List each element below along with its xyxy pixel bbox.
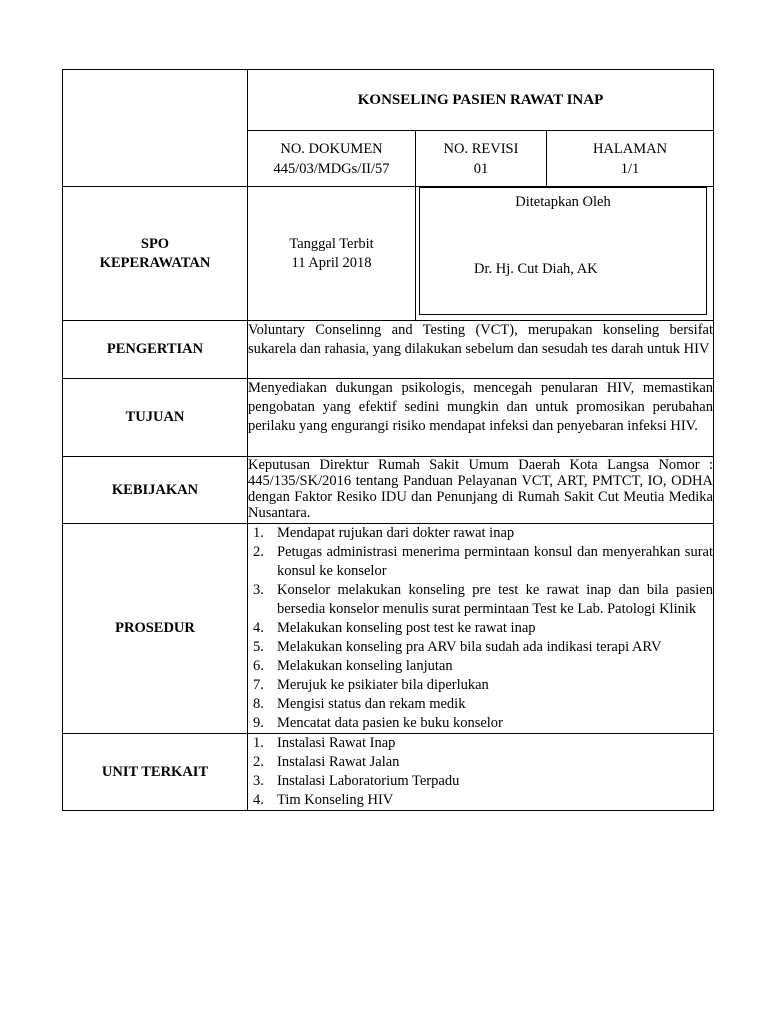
list-item [250, 753, 713, 772]
spo-document-table [62, 69, 714, 811]
tujuan-text: Menyediakan dukungan psikologis, mencegah penularan HIV, memastikan pengobatan yang efektif sedini mungkin dan untuk promosikan perubahan perilaku yang engurangi risiko mendapat infeksi dan penyebaran infeksi HIV. [248, 379, 714, 457]
unit-terkait-label: UNIT TERKAIT [63, 734, 248, 811]
ditetapkan-label: Ditetapkan Oleh [515, 194, 611, 210]
tanggal-terbit-cell [248, 187, 416, 321]
ditetapkan-cell [416, 187, 714, 321]
kebijakan-text: Keputusan Direktur Rumah Sakit Umum Daerah Kota Langsa Nomor : 445/135/SK/2016 tentang Panduan Pelayanan VCT, ART, PMTCT, IO, ODHA dengan Faktor Resiko IDU dan Penunjang di Rumah Sakit Cut Meutia Medika Nusantara. [248, 457, 714, 524]
list-item-number: 1. [253, 735, 264, 751]
no-dokumen-value: 445/03/MDGs/II/57 [273, 160, 390, 177]
list-item [250, 581, 713, 619]
prosedur-label: PROSEDUR [63, 524, 248, 734]
unit-terkait-cell [248, 734, 714, 811]
list-item [250, 543, 713, 581]
list-item-text: Tim Konseling HIV [277, 792, 394, 808]
list-item-text: Instalasi Laboratorium Terpadu [277, 773, 460, 789]
unit-list [250, 734, 713, 810]
signature-box [419, 187, 707, 315]
list-item-text: Instalasi Rawat Jalan [277, 754, 400, 770]
signatory-name: Dr. Hj. Cut Diah, AK [474, 261, 598, 277]
list-item-number: 5. [253, 639, 264, 655]
tanggal-terbit-value: 11 April 2018 [291, 254, 372, 271]
list-item-number: 7. [253, 677, 264, 693]
prosedur-list [250, 524, 713, 733]
kebijakan-label: KEBIJAKAN [63, 457, 248, 524]
keperawatan-label: KEPERAWATAN [99, 254, 211, 271]
no-revisi-label: NO. REVISI [443, 140, 519, 157]
list-item [250, 695, 713, 714]
spo-label: SPO [140, 235, 170, 252]
list-item [250, 524, 713, 543]
list-item-text: Mencatat data pasien ke buku konselor [277, 715, 503, 731]
no-revisi-value: 01 [473, 160, 489, 177]
list-item-number: 1. [253, 525, 264, 541]
tujuan-label: TUJUAN [63, 379, 248, 457]
logo-cell [63, 70, 248, 187]
halaman-value: 1/1 [620, 160, 640, 177]
list-item-text: Merujuk ke psikiater bila diperlukan [277, 677, 489, 693]
list-item-text: Instalasi Rawat Inap [277, 735, 396, 751]
spo-label-cell [63, 187, 248, 321]
no-revisi-cell [416, 131, 547, 187]
list-item-number: 2. [253, 544, 264, 560]
list-item [250, 657, 713, 676]
list-item-number: 2. [253, 754, 264, 770]
no-dokumen-label: NO. DOKUMEN [280, 140, 383, 157]
pengertian-label: PENGERTIAN [63, 321, 248, 379]
list-item-number: 8. [253, 696, 264, 712]
pengertian-text: Voluntary Conselinng and Testing (VCT), merupakan konseling bersifat sukarela dan rahasia, yang dilakukan sebelum dan sesudah tes darah untuk HIV [248, 321, 714, 379]
list-item-text: Mengisi status dan rekam medik [277, 696, 466, 712]
list-item-text: Konselor melakukan konseling pre test ke rawat inap dan bila pasien bersedia konselor menulis surat permintaan Test ke Lab. Patologi Klinik [277, 582, 713, 617]
list-item-text: Melakukan konseling lanjutan [277, 658, 453, 674]
list-item [250, 772, 713, 791]
halaman-label: HALAMAN [592, 140, 668, 157]
prosedur-cell [248, 524, 714, 734]
list-item [250, 676, 713, 695]
list-item-number: 4. [253, 620, 264, 636]
list-item [250, 619, 713, 638]
list-item-number: 9. [253, 715, 264, 731]
list-item-text: Melakukan konseling pra ARV bila sudah ada indikasi terapi ARV [277, 639, 662, 655]
list-item-text: Petugas administrasi menerima permintaan konsul dan menyerahkan surat konsul ke konselor [277, 544, 713, 579]
list-item-number: 3. [253, 582, 264, 598]
list-item [250, 714, 713, 733]
document-title: KONSELING PASIEN RAWAT INAP [248, 70, 714, 131]
list-item [250, 791, 713, 810]
list-item-number: 3. [253, 773, 264, 789]
no-dokumen-cell [248, 131, 416, 187]
list-item [250, 734, 713, 753]
list-item-text: Mendapat rujukan dari dokter rawat inap [277, 525, 515, 541]
list-item-number: 6. [253, 658, 264, 674]
tanggal-terbit-label: Tanggal Terbit [289, 235, 374, 252]
list-item-text: Melakukan konseling post test ke rawat inap [277, 620, 536, 636]
halaman-cell [547, 131, 714, 187]
list-item [250, 638, 713, 657]
list-item-number: 4. [253, 792, 264, 808]
